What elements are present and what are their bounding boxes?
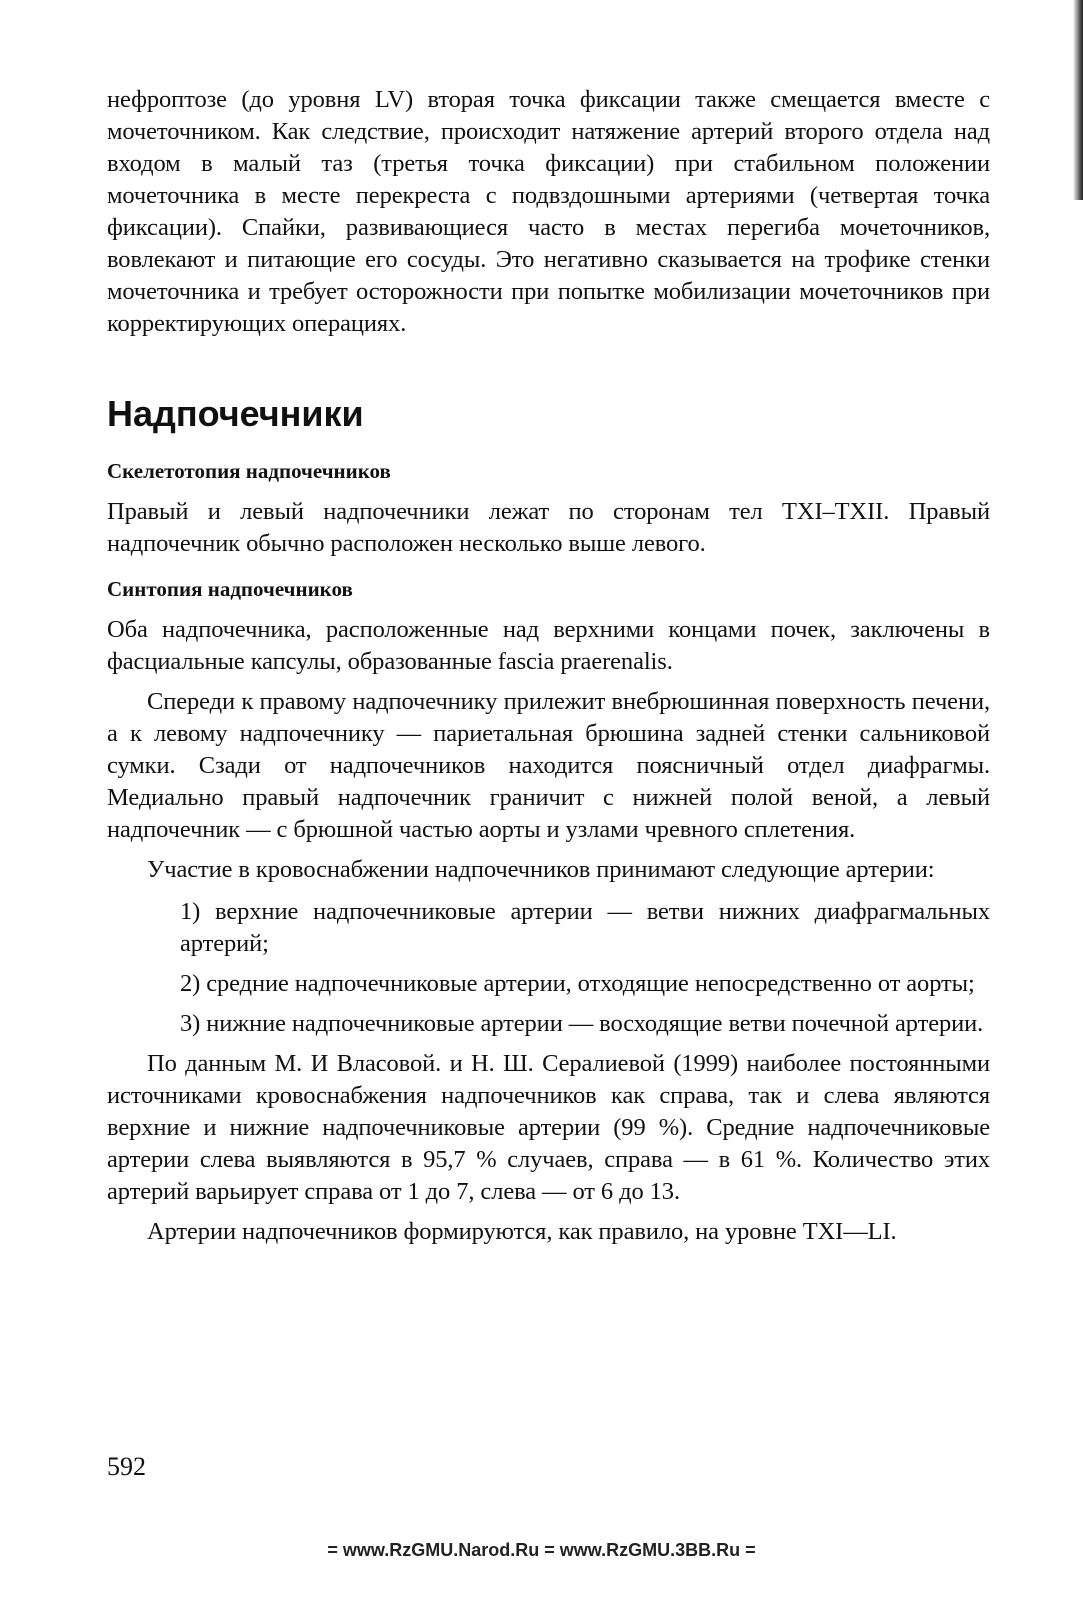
section-title: Надпочечники <box>107 393 364 434</box>
list-item <box>180 896 990 960</box>
list-item <box>180 968 990 1000</box>
list-item-text: 2) средние надпочечниковые артерии, отходящие непосредственно от аорты; <box>180 970 975 997</box>
skeletotopy-text: Правый и левый надпочечники лежат по сторонам тел TXI–TXII. Правый надпочечник обычно расположен несколько выше левого. <box>107 498 990 557</box>
skeletotopy-heading: Скелетотопия надпочечников <box>107 459 391 483</box>
syntopy-paragraph-5: Артерии надпочечников формируются, как правило, на уровне TXI—LI. <box>147 1218 897 1245</box>
page-number: 592 <box>107 1452 146 1481</box>
artery-list <box>107 896 990 1040</box>
syntopy-paragraph-3: Участие в кровоснабжении надпочечников принимают следующие артерии: <box>147 856 935 883</box>
list-item-text: 1) верхние надпочечниковые артерии — ветви нижних диафрагмальных артерий; <box>180 898 990 957</box>
footer-watermark: = www.RzGMU.Narod.Ru = www.RzGMU.3BB.Ru = <box>327 1540 756 1560</box>
syntopy-paragraph-2: Спереди к правому надпочечнику прилежит внебрюшинная поверхность печени, а к левому надпочечнику — париетальная брюшина задней стенки сальниковой сумки. Сзади от надпочечников находится поясничный отдел диафрагмы. Медиально правый надпочечник граничит с нижней полой веной, а левый надпочечник — с брюшной частью аорты и узлами чревного сплетения. <box>107 688 990 843</box>
intro-paragraph: нефроптозе (до уровня LV) вторая точка фиксации также смещается вместе с мочеточником. Как следствие, происходит натяжение артерий второго отдела над входом в малый таз (третья точка фиксации) при стабильном положении мочеточника в месте перекреста с подвздошными артериями (четвертая точка фиксации). Спайки, развивающиеся часто в местах перегиба мочеточников, вовлекают и питающие его сосуды. Это негативно сказывается на трофике стенки мочеточника и требует осторожности при попытке мобилизации мочеточников при корректирующих операциях. <box>107 86 990 337</box>
syntopy-heading: Синтопия надпочечников <box>107 577 353 601</box>
page-body <box>107 84 990 1248</box>
page-edge-shadow <box>1073 0 1083 200</box>
list-item-text: 3) нижние надпочечниковые артерии — восходящие ветви почечной артерии. <box>180 1010 984 1037</box>
syntopy-paragraph-1: Оба надпочечника, расположенные над верхними концами почек, заключены в фасциальные капсулы, образованные fascia praerenalis. <box>107 616 990 675</box>
syntopy-paragraph-4: По данным М. И Власовой. и Н. Ш. Сералиевой (1999) наиболее постоянными источниками кровоснабжения надпочечников как справа, так и слева являются верхние и нижние надпочечниковые артерии (99 %). Средние надпочечниковые артерии слева выявляются в 95,7 % случаев, справа — в 61 %. Количество этих артерий варьирует справа от 1 до 7, слева — от 6 до 13. <box>107 1050 990 1205</box>
list-item <box>180 1008 990 1040</box>
